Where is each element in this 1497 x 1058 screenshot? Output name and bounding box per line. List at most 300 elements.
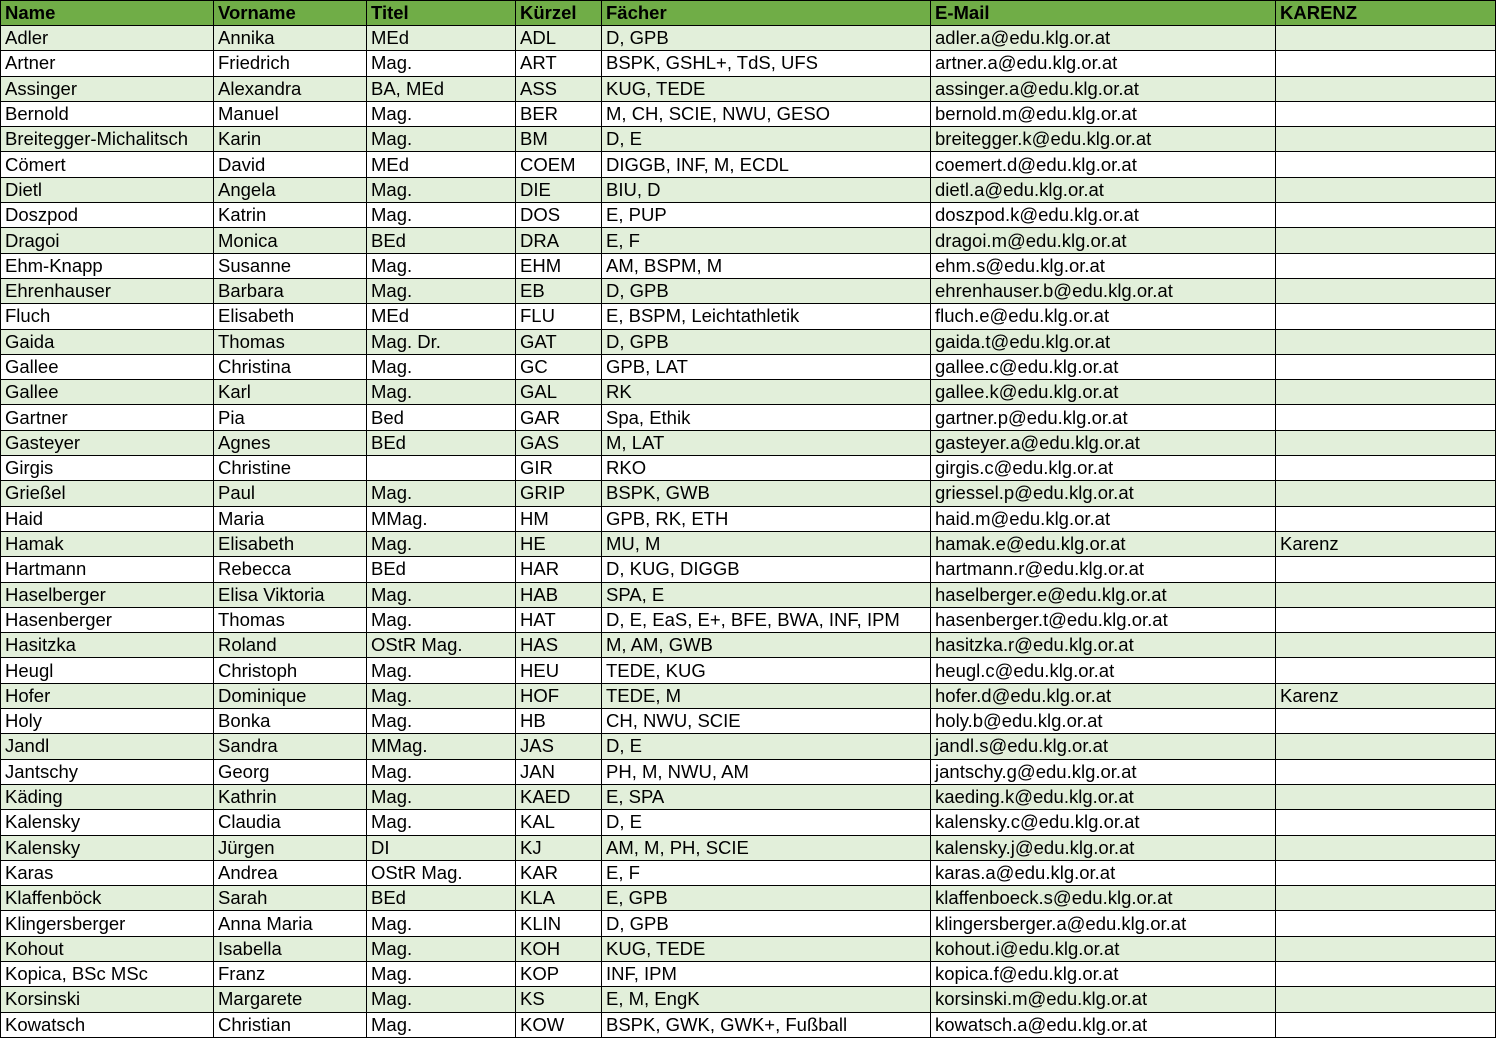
table-row: [1, 76, 1496, 101]
cell-karenz: [1276, 278, 1496, 303]
cell-karenz: [1276, 633, 1496, 658]
cell-name: Kalensky: [1, 810, 214, 835]
cell-vorname: Margarete: [214, 987, 367, 1012]
cell-email: dragoi.m@edu.klg.or.at: [931, 228, 1276, 253]
cell-karenz: [1276, 759, 1496, 784]
cell-titel: Mag.: [367, 683, 516, 708]
table-row: [1, 354, 1496, 379]
cell-faecher: D, E: [602, 810, 931, 835]
cell-karenz: [1276, 734, 1496, 759]
cell-titel: Mag.: [367, 709, 516, 734]
cell-name: Karas: [1, 860, 214, 885]
cell-titel: Mag.: [367, 961, 516, 986]
cell-kuerzel: ART: [516, 51, 602, 76]
cell-titel: Bed: [367, 405, 516, 430]
cell-karenz: [1276, 582, 1496, 607]
cell-kuerzel: GAL: [516, 380, 602, 405]
cell-email: jandl.s@edu.klg.or.at: [931, 734, 1276, 759]
cell-vorname: Thomas: [214, 607, 367, 632]
table-row: [1, 26, 1496, 51]
cell-name: Girgis: [1, 456, 214, 481]
table-row: [1, 911, 1496, 936]
cell-name: Hartmann: [1, 557, 214, 582]
cell-faecher: DIGGB, INF, M, ECDL: [602, 152, 931, 177]
table-row: [1, 405, 1496, 430]
cell-titel: Mag.: [367, 253, 516, 278]
cell-faecher: GPB, RK, ETH: [602, 506, 931, 531]
column-header-titel: Titel: [367, 1, 516, 26]
cell-karenz: [1276, 860, 1496, 885]
cell-karenz: [1276, 127, 1496, 152]
cell-name: Ehrenhauser: [1, 278, 214, 303]
cell-vorname: Anna Maria: [214, 911, 367, 936]
cell-kuerzel: HAR: [516, 557, 602, 582]
cell-karenz: [1276, 26, 1496, 51]
cell-vorname: Angela: [214, 177, 367, 202]
column-header-karenz: KARENZ: [1276, 1, 1496, 26]
cell-vorname: Maria: [214, 506, 367, 531]
cell-email: hartmann.r@edu.klg.or.at: [931, 557, 1276, 582]
cell-name: Fluch: [1, 304, 214, 329]
cell-vorname: David: [214, 152, 367, 177]
cell-titel: [367, 456, 516, 481]
cell-name: Gasteyer: [1, 430, 214, 455]
cell-vorname: Andrea: [214, 860, 367, 885]
table-row: [1, 51, 1496, 76]
cell-titel: Mag.: [367, 658, 516, 683]
cell-kuerzel: HOF: [516, 683, 602, 708]
table-row: [1, 329, 1496, 354]
cell-titel: Mag.: [367, 911, 516, 936]
cell-email: griessel.p@edu.klg.or.at: [931, 481, 1276, 506]
cell-kuerzel: KOH: [516, 936, 602, 961]
cell-titel: MMag.: [367, 506, 516, 531]
cell-faecher: CH, NWU, SCIE: [602, 709, 931, 734]
cell-vorname: Alexandra: [214, 76, 367, 101]
cell-titel: BEd: [367, 886, 516, 911]
cell-titel: Mag.: [367, 101, 516, 126]
cell-name: Klingersberger: [1, 911, 214, 936]
cell-kuerzel: GRIP: [516, 481, 602, 506]
cell-karenz: [1276, 253, 1496, 278]
cell-faecher: BIU, D: [602, 177, 931, 202]
cell-name: Gartner: [1, 405, 214, 430]
cell-titel: Mag.: [367, 481, 516, 506]
cell-titel: Mag.: [367, 127, 516, 152]
cell-kuerzel: GIR: [516, 456, 602, 481]
cell-email: holy.b@edu.klg.or.at: [931, 709, 1276, 734]
cell-titel: Mag.: [367, 987, 516, 1012]
cell-faecher: D, GPB: [602, 329, 931, 354]
table-row: [1, 759, 1496, 784]
cell-karenz: [1276, 936, 1496, 961]
cell-kuerzel: DRA: [516, 228, 602, 253]
cell-kuerzel: FLU: [516, 304, 602, 329]
table-row: [1, 835, 1496, 860]
cell-vorname: Franz: [214, 961, 367, 986]
cell-faecher: TEDE, M: [602, 683, 931, 708]
cell-karenz: [1276, 709, 1496, 734]
cell-vorname: Barbara: [214, 278, 367, 303]
cell-kuerzel: BM: [516, 127, 602, 152]
cell-faecher: TEDE, KUG: [602, 658, 931, 683]
cell-karenz: [1276, 481, 1496, 506]
cell-karenz: [1276, 506, 1496, 531]
table-row: [1, 557, 1496, 582]
cell-titel: OStR Mag.: [367, 633, 516, 658]
cell-email: hofer.d@edu.klg.or.at: [931, 683, 1276, 708]
cell-email: kalensky.c@edu.klg.or.at: [931, 810, 1276, 835]
cell-kuerzel: DOS: [516, 203, 602, 228]
cell-faecher: KUG, TEDE: [602, 936, 931, 961]
cell-kuerzel: HB: [516, 709, 602, 734]
table-row: [1, 177, 1496, 202]
table-row: [1, 101, 1496, 126]
cell-karenz: [1276, 1012, 1496, 1037]
table-row: [1, 860, 1496, 885]
cell-titel: Mag.: [367, 203, 516, 228]
cell-name: Grießel: [1, 481, 214, 506]
cell-faecher: D, GPB: [602, 911, 931, 936]
cell-name: Korsinski: [1, 987, 214, 1012]
table-row: [1, 658, 1496, 683]
cell-email: girgis.c@edu.klg.or.at: [931, 456, 1276, 481]
cell-vorname: Susanne: [214, 253, 367, 278]
cell-kuerzel: BER: [516, 101, 602, 126]
table-row: [1, 127, 1496, 152]
cell-titel: BEd: [367, 228, 516, 253]
cell-karenz: [1276, 886, 1496, 911]
cell-name: Kowatsch: [1, 1012, 214, 1037]
cell-karenz: [1276, 658, 1496, 683]
cell-titel: Mag.: [367, 582, 516, 607]
cell-kuerzel: KAED: [516, 784, 602, 809]
cell-titel: Mag.: [367, 759, 516, 784]
cell-name: Heugl: [1, 658, 214, 683]
cell-name: Adler: [1, 26, 214, 51]
table-row: [1, 304, 1496, 329]
cell-karenz: [1276, 810, 1496, 835]
cell-karenz: [1276, 961, 1496, 986]
cell-kuerzel: COEM: [516, 152, 602, 177]
cell-email: gallee.c@edu.klg.or.at: [931, 354, 1276, 379]
cell-name: Holy: [1, 709, 214, 734]
cell-titel: Mag.: [367, 607, 516, 632]
cell-kuerzel: EB: [516, 278, 602, 303]
cell-name: Kopica, BSc MSc: [1, 961, 214, 986]
cell-titel: MMag.: [367, 734, 516, 759]
cell-name: Kohout: [1, 936, 214, 961]
cell-name: Dragoi: [1, 228, 214, 253]
table-row: [1, 961, 1496, 986]
cell-vorname: Bonka: [214, 709, 367, 734]
table-row: [1, 784, 1496, 809]
table-row: [1, 481, 1496, 506]
cell-vorname: Karin: [214, 127, 367, 152]
cell-faecher: E, PUP: [602, 203, 931, 228]
cell-kuerzel: ASS: [516, 76, 602, 101]
table-row: [1, 607, 1496, 632]
cell-karenz: [1276, 228, 1496, 253]
cell-vorname: Paul: [214, 481, 367, 506]
cell-kuerzel: KJ: [516, 835, 602, 860]
table-row: [1, 810, 1496, 835]
cell-name: Ehm-Knapp: [1, 253, 214, 278]
cell-kuerzel: DIE: [516, 177, 602, 202]
cell-titel: MEd: [367, 152, 516, 177]
table-row: [1, 152, 1496, 177]
cell-karenz: [1276, 784, 1496, 809]
cell-vorname: Friedrich: [214, 51, 367, 76]
cell-email: hasitzka.r@edu.klg.or.at: [931, 633, 1276, 658]
cell-vorname: Christoph: [214, 658, 367, 683]
cell-vorname: Annika: [214, 26, 367, 51]
cell-faecher: D, GPB: [602, 26, 931, 51]
cell-name: Artner: [1, 51, 214, 76]
cell-kuerzel: GAT: [516, 329, 602, 354]
table-row: [1, 278, 1496, 303]
cell-faecher: MU, M: [602, 531, 931, 556]
cell-vorname: Isabella: [214, 936, 367, 961]
cell-email: assinger.a@edu.klg.or.at: [931, 76, 1276, 101]
cell-email: hamak.e@edu.klg.or.at: [931, 531, 1276, 556]
cell-faecher: D, E: [602, 734, 931, 759]
cell-email: breitegger.k@edu.klg.or.at: [931, 127, 1276, 152]
cell-kuerzel: KLIN: [516, 911, 602, 936]
cell-email: klaffenboeck.s@edu.klg.or.at: [931, 886, 1276, 911]
cell-faecher: M, CH, SCIE, NWU, GESO: [602, 101, 931, 126]
cell-email: jantschy.g@edu.klg.or.at: [931, 759, 1276, 784]
cell-name: Jandl: [1, 734, 214, 759]
cell-kuerzel: HEU: [516, 658, 602, 683]
cell-email: haselberger.e@edu.klg.or.at: [931, 582, 1276, 607]
cell-vorname: Kathrin: [214, 784, 367, 809]
cell-name: Gallee: [1, 380, 214, 405]
cell-kuerzel: KAR: [516, 860, 602, 885]
cell-faecher: AM, BSPM, M: [602, 253, 931, 278]
cell-name: Jantschy: [1, 759, 214, 784]
cell-karenz: [1276, 835, 1496, 860]
table-row: [1, 683, 1496, 708]
cell-titel: OStR Mag.: [367, 860, 516, 885]
cell-email: gallee.k@edu.klg.or.at: [931, 380, 1276, 405]
cell-faecher: M, LAT: [602, 430, 931, 455]
cell-karenz: Karenz: [1276, 531, 1496, 556]
column-header-name: Name: [1, 1, 214, 26]
cell-email: kopica.f@edu.klg.or.at: [931, 961, 1276, 986]
cell-karenz: [1276, 430, 1496, 455]
column-header-kuerzel: Kürzel: [516, 1, 602, 26]
cell-name: Cömert: [1, 152, 214, 177]
cell-email: bernold.m@edu.klg.or.at: [931, 101, 1276, 126]
cell-vorname: Christian: [214, 1012, 367, 1037]
cell-name: Breitegger-Michalitsch: [1, 127, 214, 152]
cell-faecher: KUG, TEDE: [602, 76, 931, 101]
cell-titel: MEd: [367, 304, 516, 329]
cell-email: ehrenhauser.b@edu.klg.or.at: [931, 278, 1276, 303]
cell-name: Hasenberger: [1, 607, 214, 632]
cell-faecher: RKO: [602, 456, 931, 481]
cell-karenz: [1276, 51, 1496, 76]
cell-vorname: Roland: [214, 633, 367, 658]
cell-titel: Mag.: [367, 380, 516, 405]
cell-faecher: PH, M, NWU, AM: [602, 759, 931, 784]
cell-kuerzel: JAN: [516, 759, 602, 784]
cell-email: klingersberger.a@edu.klg.or.at: [931, 911, 1276, 936]
cell-faecher: D, KUG, DIGGB: [602, 557, 931, 582]
cell-vorname: Georg: [214, 759, 367, 784]
cell-vorname: Elisa Viktoria: [214, 582, 367, 607]
cell-name: Doszpod: [1, 203, 214, 228]
cell-titel: BEd: [367, 557, 516, 582]
cell-kuerzel: EHM: [516, 253, 602, 278]
header-row: [1, 1, 1496, 26]
cell-email: adler.a@edu.klg.or.at: [931, 26, 1276, 51]
cell-faecher: BSPK, GSHL+, TdS, UFS: [602, 51, 931, 76]
cell-vorname: Christine: [214, 456, 367, 481]
cell-vorname: Katrin: [214, 203, 367, 228]
cell-karenz: [1276, 304, 1496, 329]
table-header: [1, 1, 1496, 26]
cell-email: fluch.e@edu.klg.or.at: [931, 304, 1276, 329]
table-row: [1, 1012, 1496, 1037]
cell-kuerzel: GC: [516, 354, 602, 379]
cell-faecher: E, BSPM, Leichtathletik: [602, 304, 931, 329]
table-row: [1, 506, 1496, 531]
cell-karenz: [1276, 177, 1496, 202]
cell-email: kohout.i@edu.klg.or.at: [931, 936, 1276, 961]
cell-name: Hasitzka: [1, 633, 214, 658]
cell-faecher: E, F: [602, 228, 931, 253]
table-row: [1, 582, 1496, 607]
cell-vorname: Elisabeth: [214, 531, 367, 556]
cell-email: coemert.d@edu.klg.or.at: [931, 152, 1276, 177]
cell-titel: Mag.: [367, 51, 516, 76]
cell-vorname: Sarah: [214, 886, 367, 911]
cell-vorname: Rebecca: [214, 557, 367, 582]
cell-faecher: M, AM, GWB: [602, 633, 931, 658]
cell-email: gartner.p@edu.klg.or.at: [931, 405, 1276, 430]
cell-faecher: GPB, LAT: [602, 354, 931, 379]
cell-faecher: D, E: [602, 127, 931, 152]
cell-kuerzel: KOW: [516, 1012, 602, 1037]
table-row: [1, 886, 1496, 911]
table-row: [1, 228, 1496, 253]
cell-name: Gallee: [1, 354, 214, 379]
cell-vorname: Pia: [214, 405, 367, 430]
cell-vorname: Manuel: [214, 101, 367, 126]
cell-name: Hofer: [1, 683, 214, 708]
cell-email: hasenberger.t@edu.klg.or.at: [931, 607, 1276, 632]
cell-faecher: E, GPB: [602, 886, 931, 911]
cell-faecher: D, E, EaS, E+, BFE, BWA, INF, IPM: [602, 607, 931, 632]
column-header-faecher: Fächer: [602, 1, 931, 26]
cell-kuerzel: GAS: [516, 430, 602, 455]
table-row: [1, 203, 1496, 228]
cell-titel: Mag.: [367, 936, 516, 961]
cell-name: Käding: [1, 784, 214, 809]
table-row: [1, 709, 1496, 734]
cell-kuerzel: HAB: [516, 582, 602, 607]
cell-vorname: Claudia: [214, 810, 367, 835]
table-row: [1, 633, 1496, 658]
cell-karenz: [1276, 456, 1496, 481]
cell-faecher: E, SPA: [602, 784, 931, 809]
cell-karenz: [1276, 329, 1496, 354]
table-row: [1, 430, 1496, 455]
cell-email: doszpod.k@edu.klg.or.at: [931, 203, 1276, 228]
cell-faecher: E, M, EngK: [602, 987, 931, 1012]
cell-email: karas.a@edu.klg.or.at: [931, 860, 1276, 885]
cell-name: Hamak: [1, 531, 214, 556]
cell-karenz: [1276, 557, 1496, 582]
cell-kuerzel: HM: [516, 506, 602, 531]
cell-name: Haselberger: [1, 582, 214, 607]
column-header-vorname: Vorname: [214, 1, 367, 26]
cell-vorname: Christina: [214, 354, 367, 379]
cell-faecher: BSPK, GWB: [602, 481, 931, 506]
table-row: [1, 734, 1496, 759]
cell-kuerzel: KOP: [516, 961, 602, 986]
cell-kuerzel: JAS: [516, 734, 602, 759]
cell-titel: DI: [367, 835, 516, 860]
cell-titel: Mag.: [367, 810, 516, 835]
table-row: [1, 936, 1496, 961]
cell-kuerzel: ADL: [516, 26, 602, 51]
cell-kuerzel: HAS: [516, 633, 602, 658]
cell-vorname: Elisabeth: [214, 304, 367, 329]
cell-titel: Mag.: [367, 278, 516, 303]
cell-kuerzel: KAL: [516, 810, 602, 835]
table-row: [1, 380, 1496, 405]
cell-karenz: [1276, 101, 1496, 126]
cell-faecher: AM, M, PH, SCIE: [602, 835, 931, 860]
cell-karenz: [1276, 987, 1496, 1012]
cell-titel: Mag.: [367, 1012, 516, 1037]
cell-faecher: E, F: [602, 860, 931, 885]
cell-vorname: Agnes: [214, 430, 367, 455]
cell-titel: Mag.: [367, 531, 516, 556]
cell-email: haid.m@edu.klg.or.at: [931, 506, 1276, 531]
cell-faecher: SPA, E: [602, 582, 931, 607]
cell-karenz: [1276, 152, 1496, 177]
cell-faecher: D, GPB: [602, 278, 931, 303]
cell-titel: BA, MEd: [367, 76, 516, 101]
cell-titel: BEd: [367, 430, 516, 455]
cell-email: artner.a@edu.klg.or.at: [931, 51, 1276, 76]
cell-email: dietl.a@edu.klg.or.at: [931, 177, 1276, 202]
cell-titel: Mag.: [367, 354, 516, 379]
cell-vorname: Jürgen: [214, 835, 367, 860]
table-row: [1, 987, 1496, 1012]
cell-karenz: [1276, 76, 1496, 101]
cell-kuerzel: HE: [516, 531, 602, 556]
cell-vorname: Thomas: [214, 329, 367, 354]
cell-karenz: [1276, 607, 1496, 632]
cell-vorname: Monica: [214, 228, 367, 253]
cell-karenz: Karenz: [1276, 683, 1496, 708]
cell-name: Haid: [1, 506, 214, 531]
cell-vorname: Dominique: [214, 683, 367, 708]
cell-karenz: [1276, 380, 1496, 405]
cell-karenz: [1276, 911, 1496, 936]
cell-karenz: [1276, 354, 1496, 379]
table-body: [1, 26, 1496, 1038]
cell-titel: Mag.: [367, 784, 516, 809]
cell-email: kalensky.j@edu.klg.or.at: [931, 835, 1276, 860]
cell-vorname: Karl: [214, 380, 367, 405]
cell-email: korsinski.m@edu.klg.or.at: [931, 987, 1276, 1012]
